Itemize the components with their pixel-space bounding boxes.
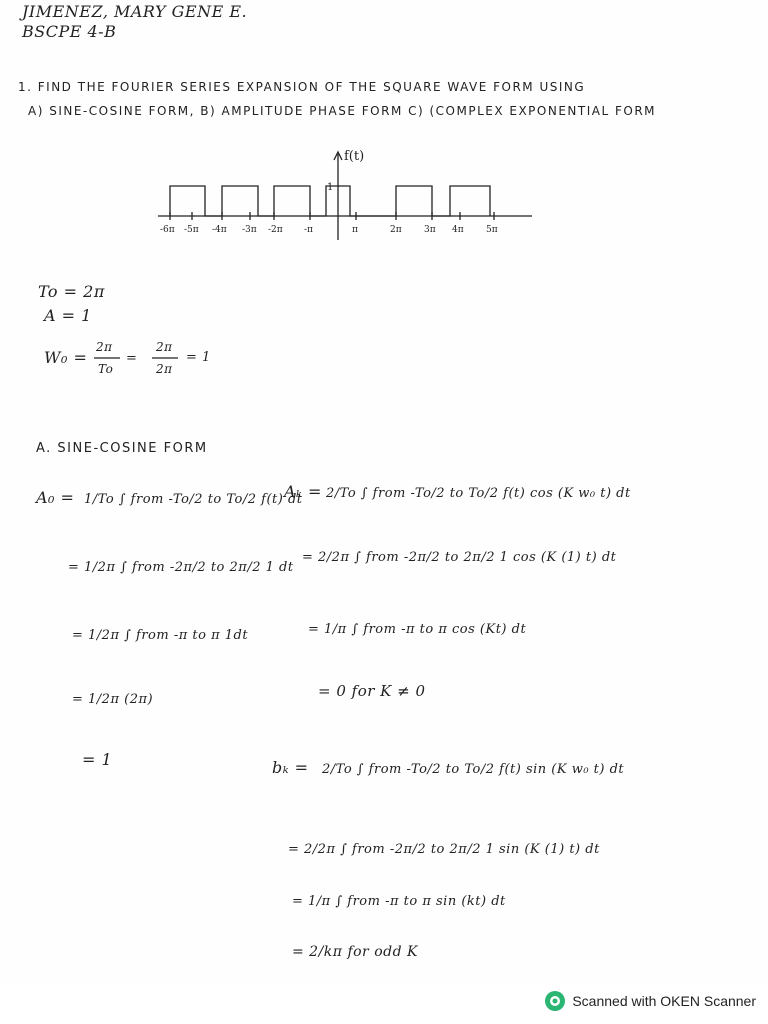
problem-line-2: A) SINE-COSINE FORM, B) AMPLITUDE PHASE FORM C) (COMPLEX EXPONENTIAL FORM (28, 104, 657, 118)
x-tick-label: -2π (268, 225, 283, 235)
scanner-watermark (544, 990, 756, 1012)
bk-result: = 2/kπ for odd K (292, 944, 418, 960)
y-axis-label: f(t) (344, 149, 365, 164)
x-tick-label: -6π (160, 225, 175, 235)
a0-step-4: = 1/2π (2π) (72, 692, 154, 707)
x-tick-label: -π (304, 225, 313, 235)
bk-step-3: = 1/π ∫ from -π to π sin (kt) dt (292, 894, 506, 909)
x-tick-label: π (352, 225, 358, 235)
omega-lhs: W₀ = (44, 348, 88, 367)
omega-den-1: To (98, 362, 114, 376)
ak-step-1: 2/To ∫ from -To/2 to To/2 f(t) cos (K w₀ t) dt (326, 486, 631, 501)
a0-result: = 1 (82, 750, 113, 769)
amplitude-value: A = 1 (44, 306, 92, 325)
a0-step-1: 1/To ∫ from -To/2 to To/2 f(t) dt (84, 492, 303, 507)
svg-text:=: = (126, 351, 137, 366)
a0-step-2: = 1/2π ∫ from -2π/2 to 2π/2 1 dt (68, 560, 294, 575)
bk-step-2: = 2/2π ∫ from -2π/2 to 2π/2 1 sin (K (1) t) dt (288, 842, 600, 857)
bk-step-1: 2/To ∫ from -To/2 to To/2 f(t) sin (K w₀ t) dt (322, 762, 625, 777)
problem-line-1: 1. FIND THE FOURIER SERIES EXPANSION OF THE SQUARE WAVE FORM USING (18, 80, 586, 94)
ak-result: = 0 for K ≠ 0 (318, 682, 426, 700)
section-a-title: A. SINE-COSINE FORM (36, 441, 208, 456)
x-tick-label: 4π (452, 225, 464, 235)
x-tick-label: 5π (486, 225, 498, 235)
omega-den-2: 2π (156, 362, 173, 376)
omega-num-2: 2π (156, 340, 173, 354)
ak-step-3: = 1/π ∫ from -π to π cos (Kt) dt (308, 622, 527, 637)
bk-lhs: bₖ = (272, 758, 309, 777)
x-tick-label: 3π (424, 225, 436, 235)
omega-result: = 1 (186, 350, 211, 365)
x-tick-labels (160, 225, 498, 235)
student-name: JIMENEZ, MARY GENE E. (22, 2, 248, 21)
x-tick-label: -3π (242, 225, 257, 235)
x-tick-label: -4π (212, 225, 227, 235)
x-tick-label: -5π (184, 225, 199, 235)
x-tick-label: 2π (390, 225, 402, 235)
omega-num-1: 2π (96, 340, 113, 354)
scanner-text: Scanned with OKEN Scanner (572, 993, 756, 1009)
a0-lhs: A₀ = (36, 488, 75, 507)
ak-step-2: = 2/2π ∫ from -2π/2 to 2π/2 1 cos (K (1) t) dt (302, 550, 617, 565)
oken-scanner-logo-icon (544, 990, 566, 1012)
amplitude-label: 1 (327, 182, 334, 193)
a0-step-3: = 1/2π ∫ from -π to π 1dt (72, 628, 249, 643)
period-value: To = 2π (38, 282, 105, 301)
student-section: BSCPE 4-B (22, 22, 117, 41)
square-wave-graph (150, 140, 540, 250)
ak-lhs: Aₖ = (284, 482, 322, 501)
